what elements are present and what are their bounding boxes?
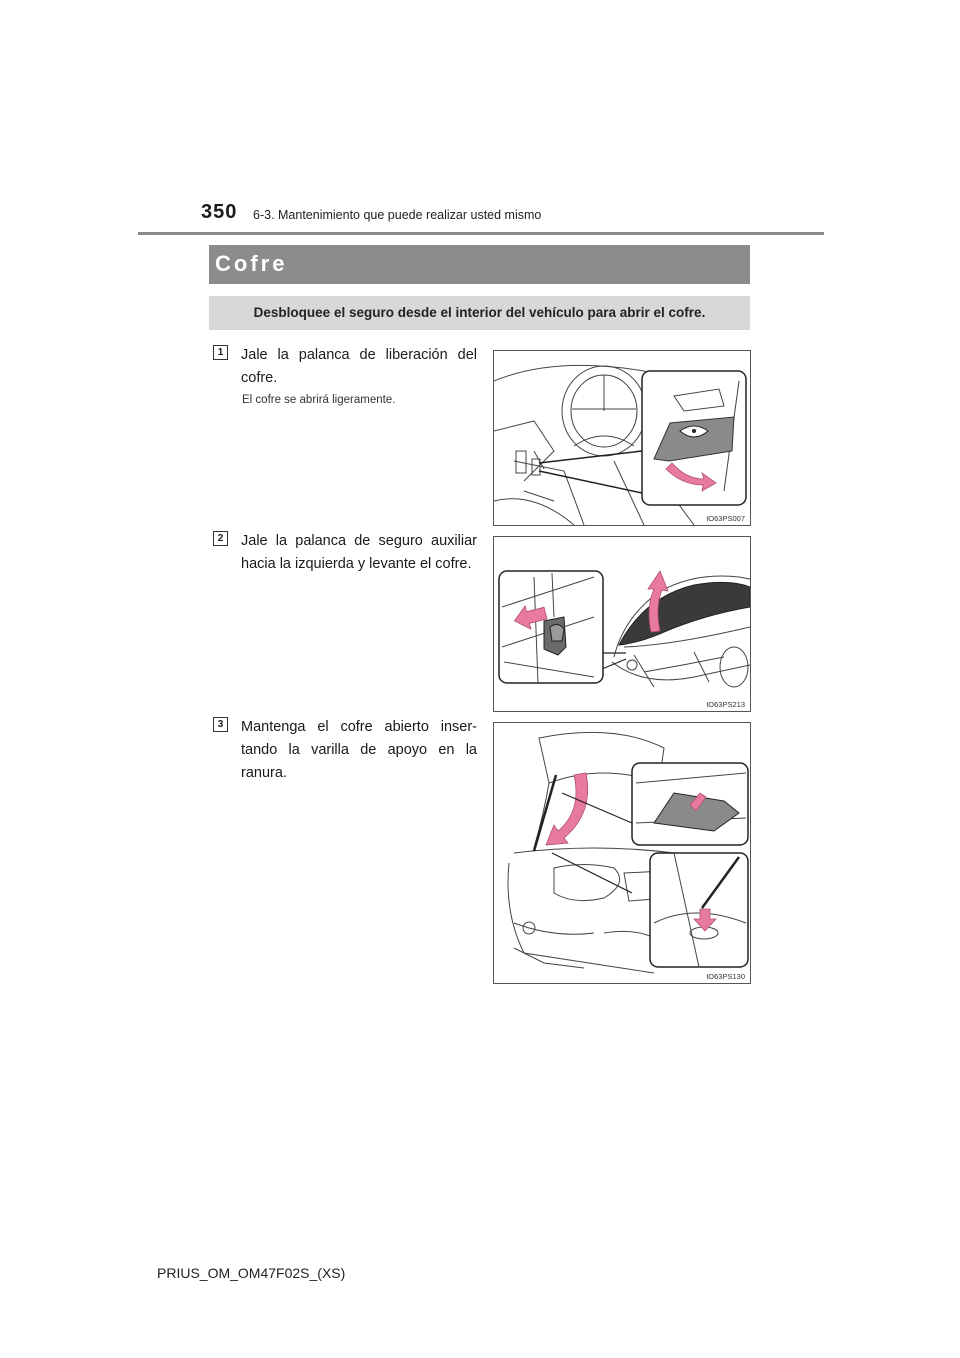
step-1-note: El cofre se abrirá ligeramente.: [242, 394, 396, 406]
chapter-header: 6-3. Mantenimiento que puede realizar usted mismo: [253, 208, 542, 222]
document-code: PRIUS_OM_OM47F02S_(XS): [157, 1265, 346, 1281]
figure-hood-release-lever: [493, 350, 751, 526]
figure-code: IO63PS213: [706, 700, 745, 709]
step-1-number: 1: [213, 345, 228, 360]
step-2-number: 2: [213, 531, 228, 546]
figure-auxiliary-catch: [493, 536, 751, 712]
figure-code: IO63PS130: [706, 972, 745, 981]
figure-code: IO63PS007: [706, 514, 745, 523]
page-number: 350: [201, 201, 238, 223]
figure-support-rod: [493, 722, 751, 984]
intro-box: [209, 296, 750, 330]
step-2-text: Jale la palanca de seguro auxiliar hacia la izquierda y levante el cofre.: [241, 533, 477, 572]
step-3-number: 3: [213, 717, 228, 732]
step-3-text: Mantenga el cofre abierto inser-tando la varilla de apoyo en la ranura.: [241, 719, 477, 781]
step-1-text: Jale la palanca de liberación del cofre.: [241, 347, 477, 386]
header-divider: [138, 232, 824, 235]
intro-text: Desbloquee el seguro desde el interior del vehículo para abrir el cofre.: [253, 305, 706, 320]
section-title-bar: [209, 245, 750, 284]
section-title: Cofre: [215, 251, 288, 276]
